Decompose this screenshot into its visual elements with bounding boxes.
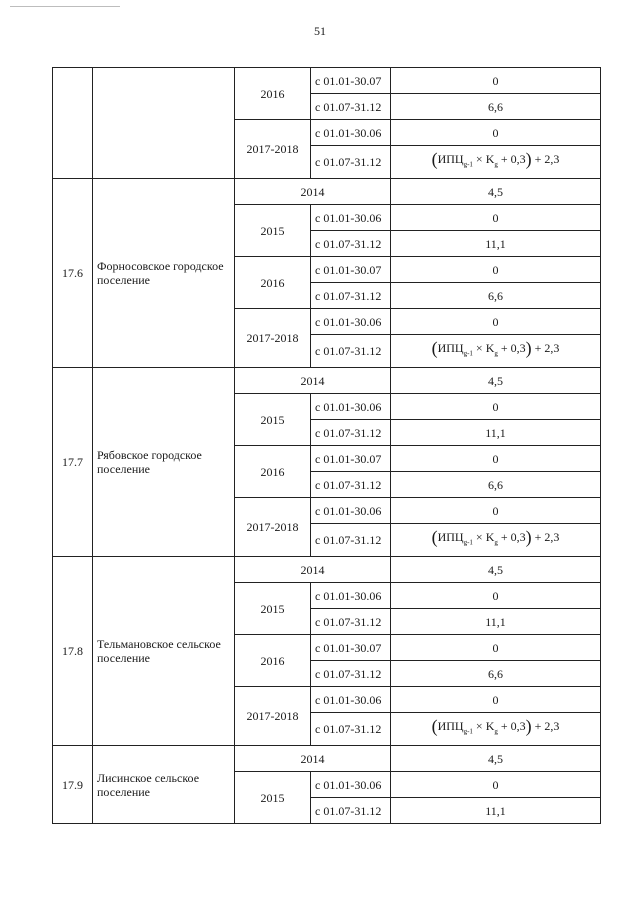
period-cell: с 01.07-31.12: [311, 472, 391, 498]
year-cell: 2015: [235, 394, 311, 446]
year-cell: 2015: [235, 772, 311, 824]
year-cell: 2016: [235, 446, 311, 498]
value-cell: 6,6: [391, 94, 601, 120]
period-cell: с 01.01-30.06: [311, 120, 391, 146]
period-cell: с 01.07-31.12: [311, 609, 391, 635]
value-cell: 11,1: [391, 798, 601, 824]
year-cell: 2014: [235, 746, 391, 772]
table-row: [53, 557, 601, 583]
tariff-formula: $(ИПЦ_{g-1} \times K_g + 0,3) + 2,3$: [431, 338, 560, 359]
period-cell: с 01.01-30.06: [311, 394, 391, 420]
value-cell: 0: [391, 257, 601, 283]
value-cell: 0: [391, 309, 601, 335]
year-cell: 2014: [235, 179, 391, 205]
num-cell-empty: [53, 68, 93, 179]
tariff-formula: $(ИПЦ_{g-1} \times K_g + 0,3) + 2,3$: [431, 527, 560, 548]
table-row: [53, 746, 601, 772]
period-cell: с 01.07-31.12: [311, 283, 391, 309]
year-cell: 2015: [235, 583, 311, 635]
formula-cell: [391, 713, 601, 746]
period-cell: с 01.07-31.12: [311, 94, 391, 120]
period-cell: с 01.01-30.06: [311, 205, 391, 231]
period-cell: с 01.07-31.12: [311, 335, 391, 368]
value-cell: 0: [391, 498, 601, 524]
settlement-name: Рябовское городское поселение: [93, 368, 235, 557]
period-cell: с 01.07-31.12: [311, 420, 391, 446]
period-cell: с 01.01-30.06: [311, 687, 391, 713]
formula-cell: [391, 146, 601, 179]
year-cell: 2016: [235, 635, 311, 687]
value-cell: 4,5: [391, 557, 601, 583]
value-cell: 11,1: [391, 609, 601, 635]
value-cell: 0: [391, 120, 601, 146]
year-cell: 2015: [235, 205, 311, 257]
value-cell: 0: [391, 68, 601, 94]
formula-cell: [391, 524, 601, 557]
period-cell: с 01.01-30.07: [311, 446, 391, 472]
period-cell: с 01.07-31.12: [311, 713, 391, 746]
page-number: 51: [314, 24, 326, 38]
period-cell: с 01.07-31.12: [311, 661, 391, 687]
period-cell: с 01.01-30.07: [311, 257, 391, 283]
period-cell: с 01.01-30.06: [311, 772, 391, 798]
settlement-name: Тельмановское сельское поселение: [93, 557, 235, 746]
year-cell: 2014: [235, 557, 391, 583]
settlement-name: Форносовское городское поселение: [93, 179, 235, 368]
scan-artifact-line: [10, 6, 120, 7]
name-cell-empty: [93, 68, 235, 179]
period-cell: с 01.07-31.12: [311, 524, 391, 557]
year-cell: 2017-2018: [235, 687, 311, 746]
period-cell: с 01.01-30.07: [311, 635, 391, 661]
item-number: 17.8: [53, 557, 93, 746]
value-cell: 4,5: [391, 746, 601, 772]
period-cell: с 01.01-30.06: [311, 309, 391, 335]
tariff-formula: $(ИПЦ_{g-1} \times K_g + 0,3) + 2,3$: [431, 149, 560, 170]
table-row: [53, 68, 601, 94]
year-cell: 2017-2018: [235, 309, 311, 368]
item-number: 17.9: [53, 746, 93, 824]
period-cell: с 01.07-31.12: [311, 146, 391, 179]
value-cell: 6,6: [391, 661, 601, 687]
value-cell: 0: [391, 635, 601, 661]
value-cell: 11,1: [391, 231, 601, 257]
value-cell: 0: [391, 446, 601, 472]
tariff-formula: $(ИПЦ_{g-1} \times K_g + 0,3) + 2,3$: [431, 716, 560, 737]
year-cell: 2017-2018: [235, 120, 311, 179]
period-cell: с 01.01-30.06: [311, 498, 391, 524]
value-cell: 0: [391, 583, 601, 609]
period-cell: с 01.07-31.12: [311, 798, 391, 824]
formula-cell: [391, 335, 601, 368]
settlement-name: Лисинское сельское поселение: [93, 746, 235, 824]
period-cell: с 01.07-31.12: [311, 231, 391, 257]
value-cell: 0: [391, 772, 601, 798]
value-cell: 0: [391, 687, 601, 713]
period-cell: с 01.01-30.06: [311, 583, 391, 609]
value-cell: 11,1: [391, 420, 601, 446]
value-cell: 0: [391, 394, 601, 420]
value-cell: 6,6: [391, 283, 601, 309]
year-cell: 2016: [235, 68, 311, 120]
item-number: 17.6: [53, 179, 93, 368]
year-cell: 2014: [235, 368, 391, 394]
period-cell: с 01.01-30.07: [311, 68, 391, 94]
value-cell: 4,5: [391, 179, 601, 205]
table-row: [53, 179, 601, 205]
item-number: 17.7: [53, 368, 93, 557]
year-cell: 2017-2018: [235, 498, 311, 557]
year-cell: 2016: [235, 257, 311, 309]
value-cell: 0: [391, 205, 601, 231]
value-cell: 6,6: [391, 472, 601, 498]
value-cell: 4,5: [391, 368, 601, 394]
tariff-table: [52, 67, 601, 824]
table-row: [53, 368, 601, 394]
